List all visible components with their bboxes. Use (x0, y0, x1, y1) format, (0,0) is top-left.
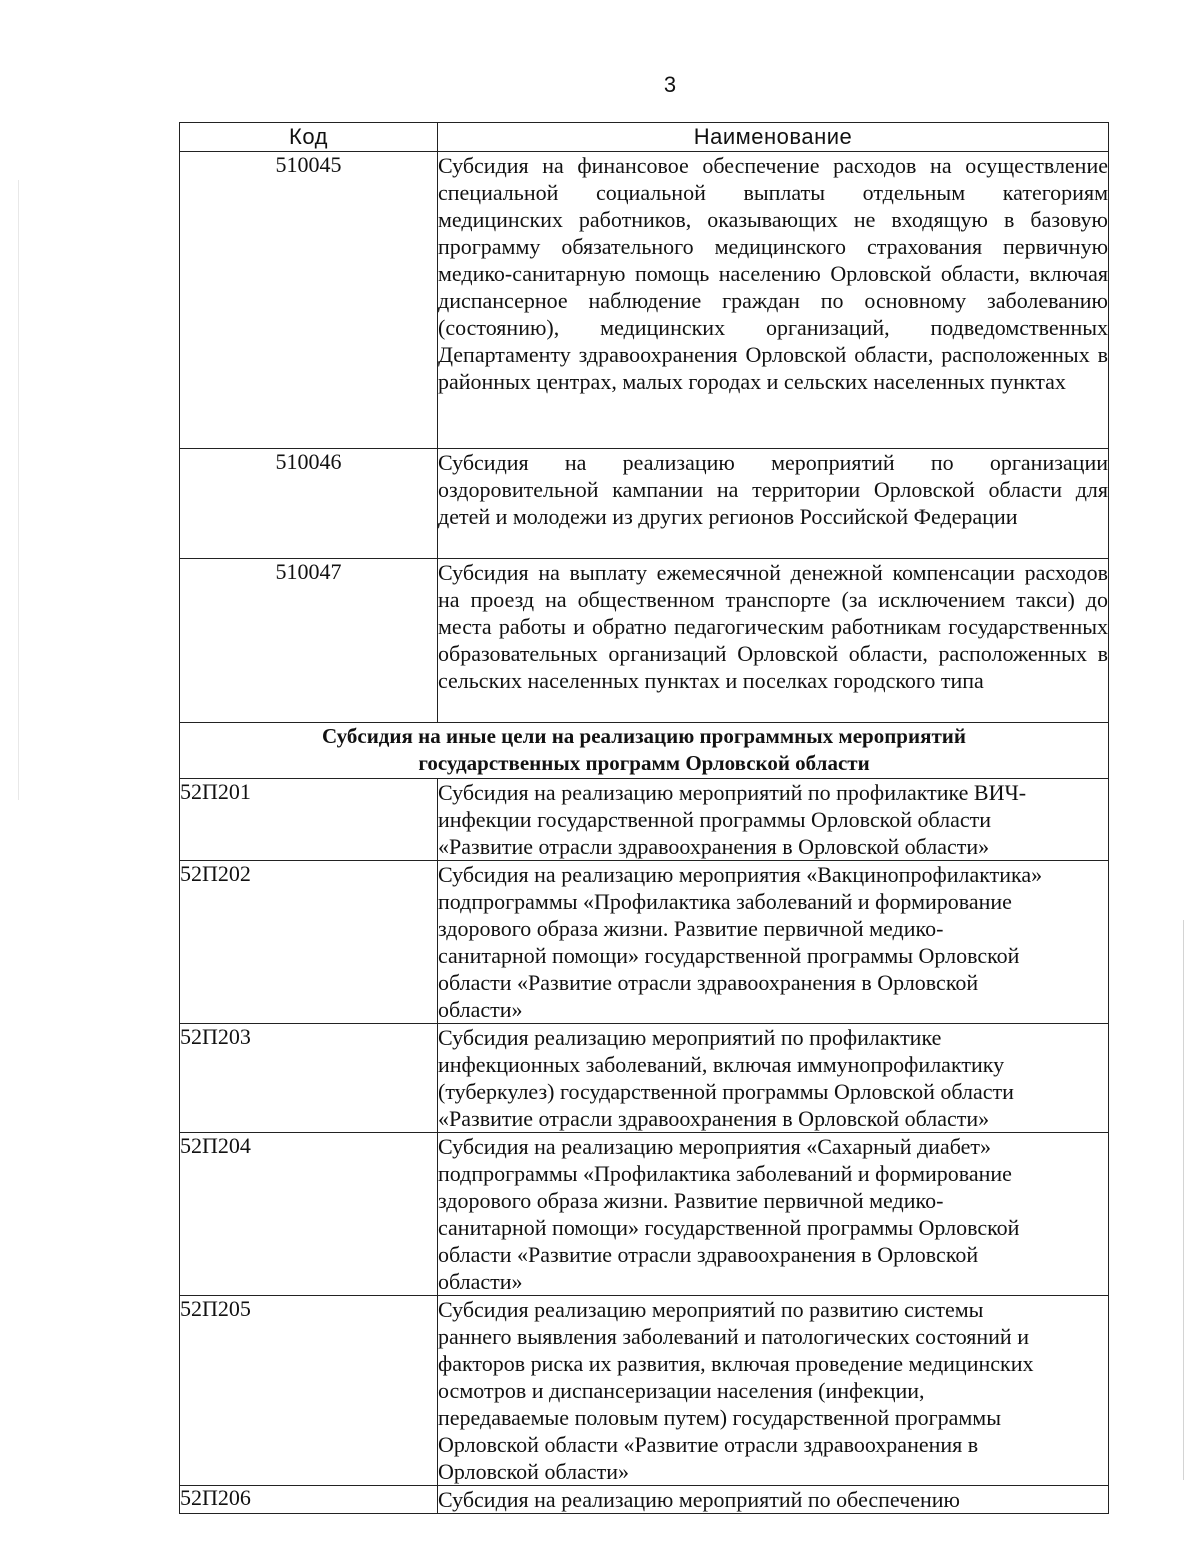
row-name-line: Орловской области «Развитие отрасли здравоохранения в (438, 1432, 979, 1457)
row-name (438, 1024, 1109, 1133)
row-name-line: подпрограммы «Профилактика заболеваний и формирование (438, 1161, 1012, 1186)
row-code: 52П202 (180, 861, 438, 1024)
row-name-line: осмотров и диспансеризации населения (инфекции, (438, 1378, 925, 1403)
table-header-row (180, 123, 1109, 152)
table-row (180, 1486, 1109, 1514)
table-row (180, 559, 1109, 723)
row-name (438, 1486, 1109, 1514)
header-name: Наименование (438, 123, 1109, 152)
row-name-line: Субсидия на реализацию мероприятий по обеспечению (438, 1487, 960, 1512)
row-name-line: санитарной помощи» государственной программы Орловской (438, 943, 1020, 968)
row-name-line: «Развитие отрасли здравоохранения в Орловской области» (438, 1106, 990, 1131)
table-row (180, 1296, 1109, 1486)
row-name-line: Субсидия на реализацию мероприятия «Вакцинопрофилактика» (438, 862, 1043, 887)
subsidy-code-table (179, 122, 1109, 1514)
row-name-line: здорового образа жизни. Развитие первичной медико- (438, 916, 944, 941)
row-name-line: здорового образа жизни. Развитие первичной медико- (438, 1188, 944, 1213)
row-code: 510047 (180, 559, 438, 723)
row-name-line: факторов риска их развития, включая проведение медицинских (438, 1351, 1034, 1376)
table-row (180, 152, 1109, 449)
page-number: 3 (663, 72, 677, 97)
row-code: 52П201 (180, 779, 438, 861)
row-name-line: инфекции государственной программы Орловской области (438, 807, 992, 832)
row-name: Субсидия на финансовое обеспечение расходов на осуществление специальной социальной выплаты отдельным категориям медицинских работников, оказывающих не входящую в базовую программу обязательного медицинского страхования первичную медико-санитарную помощь населению Орловской области, включая диспансерное наблюдение граждан по основному заболеванию (состоянию), медицинских организаций, подведомственных Департаменту здравоохранения Орловской области, расположенных в районных центрах, малых городах и сельских населенных пунктах (438, 152, 1109, 449)
row-name: Субсидия на выплату ежемесячной денежной компенсации расходов на проезд на общественном транспорте (за исключением такси) до места работы и обратно педагогическим работникам государственных образовательных организаций Орловской области, расположенных в сельских населенных пунктах и поселках городского типа (438, 559, 1109, 723)
row-name-line: Орловской области» (438, 1459, 629, 1484)
row-name-line: Субсидия на реализацию мероприятий по профилактике ВИЧ- (438, 780, 1027, 805)
row-name-line: области» (438, 997, 523, 1022)
row-name-line: «Развитие отрасли здравоохранения в Орловской области» (438, 834, 990, 859)
row-name-line: области «Развитие отрасли здравоохранения в Орловской (438, 1242, 979, 1267)
row-name (438, 1133, 1109, 1296)
header-code: Код (180, 123, 438, 152)
row-name: Субсидия на реализацию мероприятий по организации оздоровительной кампании на территории Орловской области для детей и молодежи из других регионов Российской Федерации (438, 449, 1109, 559)
row-name-line: Субсидия реализацию мероприятий по профилактике (438, 1025, 942, 1050)
section-heading-line: государственных программ Орловской области (418, 751, 870, 775)
row-code: 52П203 (180, 1024, 438, 1133)
row-code: 510045 (180, 152, 438, 449)
table-row (180, 779, 1109, 861)
row-name-line: подпрограммы «Профилактика заболеваний и формирование (438, 889, 1012, 914)
row-name-line: области» (438, 1269, 523, 1294)
row-name-line: передаваемые половым путем) государственной программы (438, 1405, 1001, 1430)
table-row (180, 861, 1109, 1024)
scan-edge-right (1183, 920, 1184, 1480)
row-code: 52П205 (180, 1296, 438, 1486)
table-row (180, 1024, 1109, 1133)
section-heading (180, 723, 1109, 779)
row-name-line: инфекционных заболеваний, включая иммунопрофилактику (438, 1052, 1005, 1077)
scan-edge-left (18, 180, 19, 800)
row-code: 510046 (180, 449, 438, 559)
table-row (180, 449, 1109, 559)
row-name-line: (туберкулез) государственной программы Орловской области (438, 1079, 1014, 1104)
row-name (438, 779, 1109, 861)
section-heading-line: Субсидия на иные цели на реализацию программных мероприятий (322, 724, 966, 748)
row-name-line: области «Развитие отрасли здравоохранения в Орловской (438, 970, 979, 995)
row-code: 52П204 (180, 1133, 438, 1296)
row-name-line: раннего выявления заболеваний и патологических состояний и (438, 1324, 1029, 1349)
table-row (180, 1133, 1109, 1296)
row-name-line: санитарной помощи» государственной программы Орловской (438, 1215, 1020, 1240)
row-name-line: Субсидия реализацию мероприятий по развитию системы (438, 1297, 984, 1322)
section-row (180, 723, 1109, 779)
row-code: 52П206 (180, 1486, 438, 1514)
row-name (438, 1296, 1109, 1486)
row-name-line: Субсидия на реализацию мероприятия «Сахарный диабет» (438, 1134, 991, 1159)
row-name (438, 861, 1109, 1024)
